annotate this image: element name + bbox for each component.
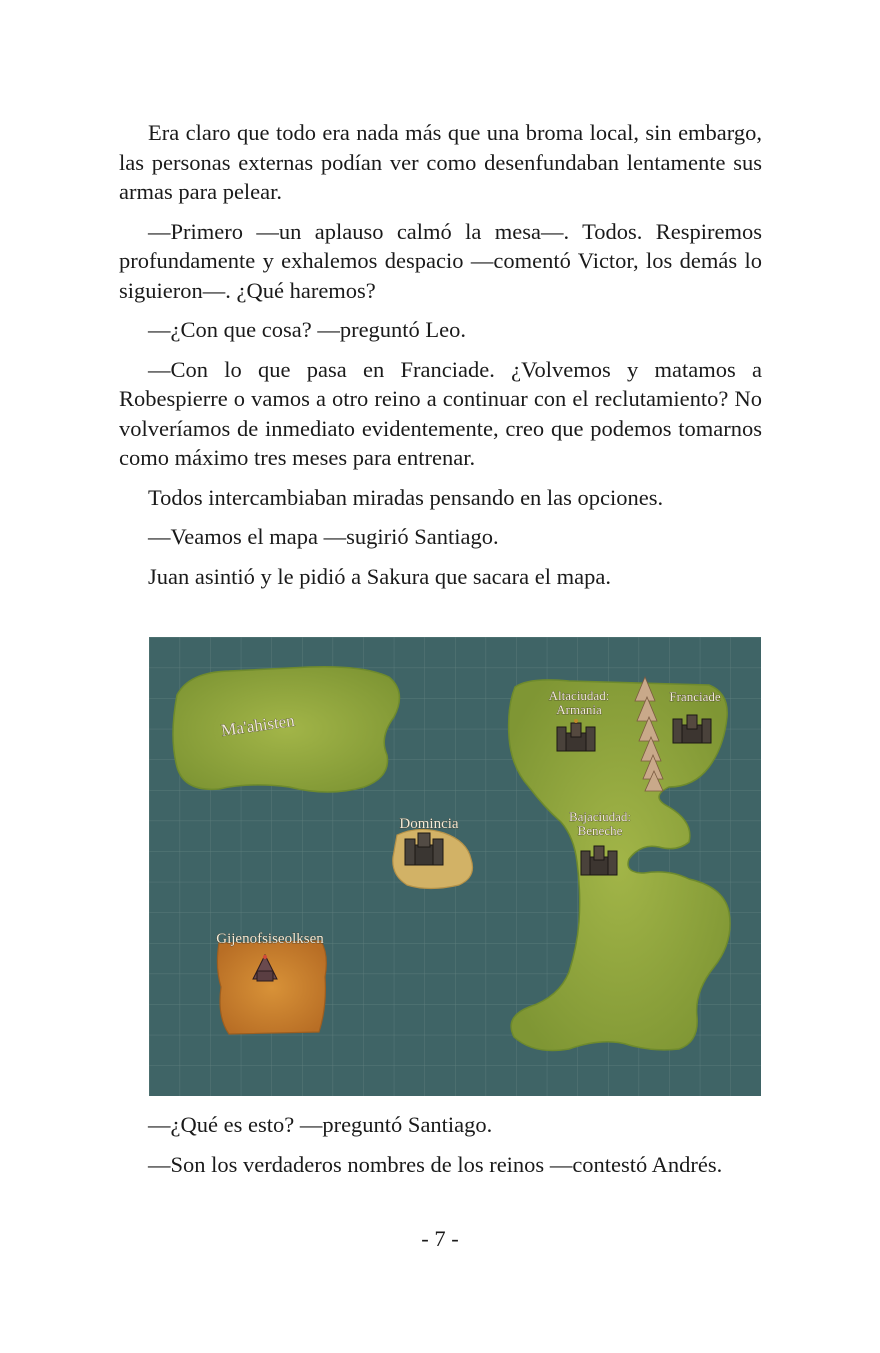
map-label-franciade: Franciade bbox=[669, 689, 721, 704]
map-label-domincia: Domincia bbox=[399, 816, 459, 832]
text-before-map bbox=[119, 118, 762, 591]
paragraph-8: —¿Qué es esto? —preguntó Santiago. bbox=[148, 1112, 493, 1137]
paragraph-2: —Primero —un aplauso calmó la mesa—. Todos. Respiremos profundamente y exhalemos despacio —comentó Victor, los demás lo siguieron—. ¿Qué haremos? bbox=[119, 218, 762, 303]
paragraph-9: —Son los verdaderos nombres de los reinos —contestó Andrés. bbox=[148, 1151, 723, 1177]
map-label-bajaciudad-1: Bajaciudad: bbox=[568, 809, 632, 824]
kingdoms-map bbox=[149, 637, 761, 1096]
paragraph-7: Juan asintió y le pidió a Sakura que sacara el mapa. bbox=[148, 563, 611, 589]
map-label-altaciudad-1: Altaciudad: bbox=[548, 688, 610, 703]
map-label-gijenofsiseolksen: Gijenofsiseolksen bbox=[216, 931, 324, 947]
paragraph-3: —¿Con que cosa? —preguntó Leo. bbox=[148, 317, 467, 342]
paragraph-4: —Con lo que pasa en Franciade. ¿Volvemos y matamos a Robespierre o vamos a otro reino a continuar con el reclutamiento? No volveríamos de inmediato evidentemente, creo que podemos tomarnos como máximo tres meses para entrenar. bbox=[119, 356, 762, 470]
map-label-mahisten: Ma'ahisten bbox=[219, 710, 296, 740]
page-number: - 7 - bbox=[421, 1226, 459, 1251]
castle-icon-franciade bbox=[673, 715, 711, 743]
paragraph-1: Era claro que todo era nada más que una broma local, sin embargo, las personas externas podían ver como desenfundaban lentamente sus armas para pelear. bbox=[119, 120, 762, 204]
paragraph-6: —Veamos el mapa —sugirió Santiago. bbox=[148, 524, 499, 549]
paragraph-5: Todos intercambiaban miradas pensando en las opciones. bbox=[148, 484, 664, 510]
text-after-map bbox=[119, 1110, 762, 1179]
island-gijenofsiseolksen bbox=[217, 941, 326, 1034]
map-label-bajaciudad-2: Beneche bbox=[577, 823, 623, 838]
map-label-altaciudad-2: Armania bbox=[556, 702, 602, 717]
